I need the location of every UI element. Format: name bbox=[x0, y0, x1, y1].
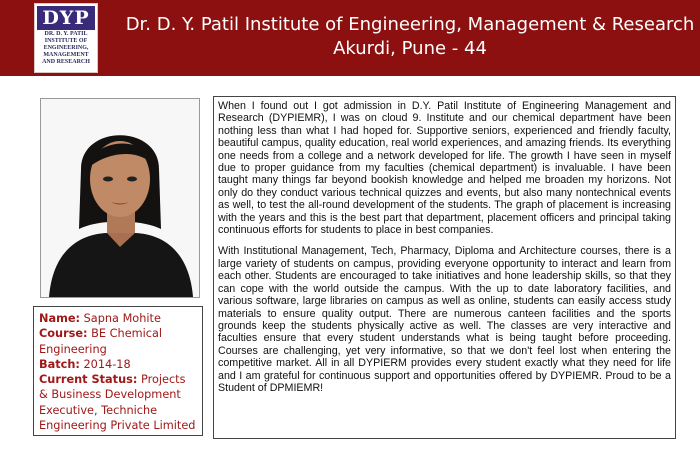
student-course: BE Chemical Engineering bbox=[39, 327, 163, 356]
testimonial-paragraph-2: With Institutional Management, Tech, Pharmacy, Diploma and Architecture courses, there is a large variety of students on campus, providing everyone opportunity to interact and learn from each other. Students are encouraged to take initiatives and hone leadership skills, so that they can cope with the world outside the campus. With the up to date laboratory facilities, and various software, large libraries on campus as well as online, students can easily access study materials to ensure quality output. There are numerous canteen facilities and the sports grounds keep the students physically active as well. The classes are very interactive and faculties ensure that every student understands what is being taught before proceeding. Courses are challenging, yet very informative, so that we don't feel lost when entering the competitive market. All in all DYPIERM provides every student exactly what they need for life and I am grateful for continuous support and opportunities offered by DYPIEMR. Proud to be a Student of DPMIEMR! bbox=[218, 245, 671, 394]
student-info-box bbox=[33, 306, 203, 436]
student-status: Projects & Business Development Executive, Techniche Engineering Private Limited bbox=[39, 373, 196, 433]
logo-text: DR. D. Y. PATIL INSTITUTE OF ENGINEERING, MANAGEMENT AND RESEARCH bbox=[42, 31, 90, 65]
name-label: Name: bbox=[39, 312, 81, 325]
student-portrait-icon bbox=[41, 99, 199, 297]
student-name: Sapna Mohite bbox=[83, 312, 161, 325]
logo-mark: DYP bbox=[37, 6, 95, 30]
course-label: Course: bbox=[39, 327, 88, 341]
institute-logo bbox=[34, 3, 98, 73]
status-label: Current Status: bbox=[39, 373, 138, 387]
institute-title: Dr. D. Y. Patil Institute of Engineering, Management & Research bbox=[125, 14, 695, 35]
testimonial-paragraph-1: When I found out I got admission in D.Y. Patil Institute of Engineering Management and Research (DYPIEMR), I was on cloud 9. Institute and our chemical department have been nothing less than what I had hoped for. Supportive seniors, experienced and friendly faculty, beautiful campus, quality education, real world experiences, and amazing friends. Its everything one needs from a college and a network developed for life. The growth I have seen in myself due to proper guidance from my faculties (chemical department) is invaluable. I have been taught many things far beyond bookish knowledge and helped me broaden my horizons. Not only do they conduct various technical quizzes and events, but also many nontechnical events as well, to test the all-round development of the students. The graph of placement is increasing with the years and this is the best part that department, placement officers and principal taking continuous efforts for students to place in best companies. bbox=[218, 100, 671, 237]
batch-label: Batch: bbox=[39, 357, 80, 371]
testimonial-box bbox=[213, 96, 676, 439]
institute-subtitle: Akurdi, Pune - 44 bbox=[333, 38, 487, 59]
student-batch: 2014-18 bbox=[83, 357, 131, 371]
header-banner bbox=[0, 0, 700, 76]
student-photo bbox=[40, 98, 200, 298]
